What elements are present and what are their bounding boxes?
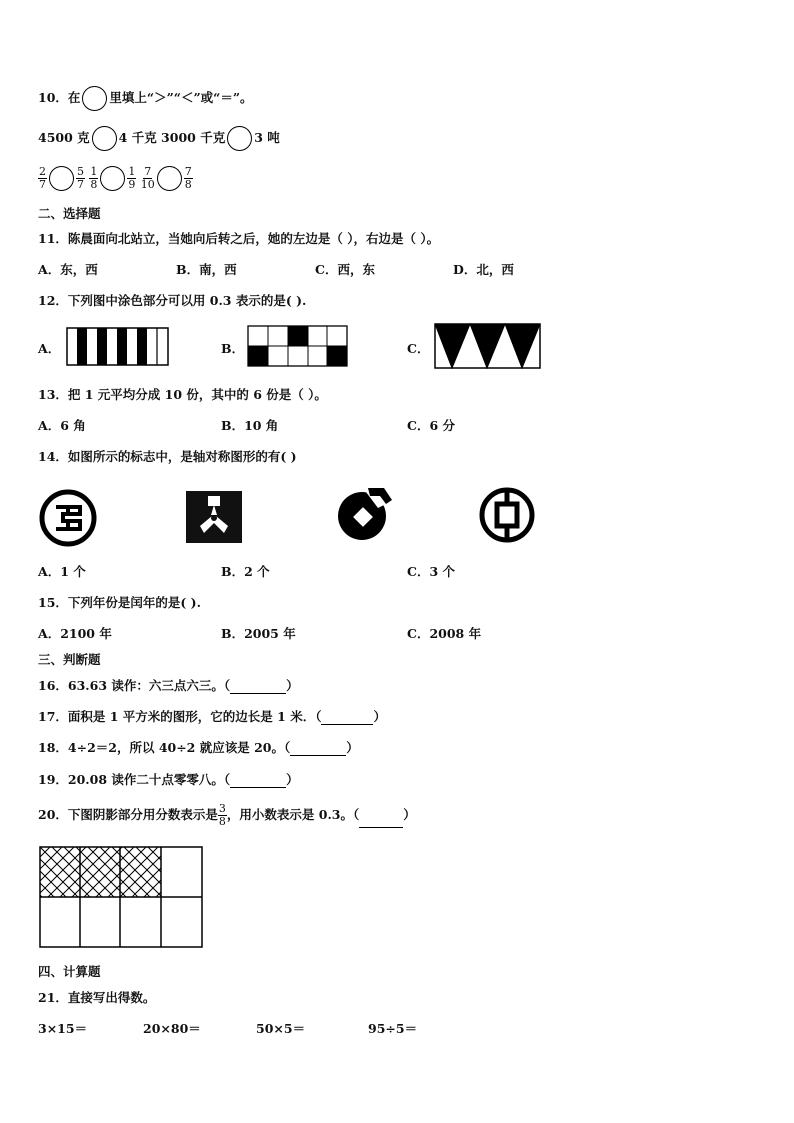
q15-option-a[interactable]: A．2100 年: [38, 626, 112, 641]
q13-option-b[interactable]: B．10 角: [221, 418, 279, 433]
q12-figure-b: [247, 325, 349, 367]
bank-logo-2-icon: [186, 491, 242, 543]
q14-option-b[interactable]: B．2 个: [221, 564, 270, 579]
q15-option-b[interactable]: B．2005 年: [221, 626, 296, 641]
q15-option-c[interactable]: C．2008 年: [407, 626, 482, 641]
compare-circle-1[interactable]: [92, 126, 117, 151]
fraction: $\frac{1}{8}$: [90, 165, 98, 191]
q17: 17．面积是 1 平方米的图形，它的边长是 1 米．（ ）: [38, 709, 386, 724]
q13-stem: 13．把 1 元平均分成 10 份，其中的 6 份是（ ）。: [38, 387, 327, 402]
q20: 20．下图阴影部分用分数表示是 $\frac{3}{8}$ ，用小数表示是 0.3。（ ）: [38, 802, 416, 828]
q13-option-c[interactable]: C．6 分: [407, 418, 455, 433]
q12-figure-c: [434, 322, 542, 370]
answer-blank[interactable]: [290, 740, 346, 756]
q12-option-c-label[interactable]: C．: [407, 341, 430, 356]
q13-option-a[interactable]: A．6 角: [38, 418, 86, 433]
answer-blank[interactable]: [230, 678, 286, 694]
section-heading-choice: 二、选择题: [38, 206, 101, 221]
q10-stem: 10．在 里填上“＞”“＜”或“＝”。: [38, 86, 253, 111]
calc-item-4[interactable]: 95÷5＝: [368, 1021, 418, 1036]
q18: 18．4÷2＝2，所以 40÷2 就应该是 20。（ ）: [38, 740, 359, 755]
q12-stem: 12．下列图中涂色部分可以用 0.3 表示的是( ).: [38, 293, 307, 308]
q12-figure-a: [66, 327, 170, 367]
fraction: $\frac{5}{7}$: [77, 165, 84, 191]
q10-row2: [38, 166, 193, 191]
section-heading-judge: 三、判断题: [38, 652, 101, 667]
compare-circle-5[interactable]: [157, 166, 182, 191]
q11-option-c[interactable]: C．西，东: [315, 262, 375, 277]
answer-blank[interactable]: [321, 709, 373, 725]
q11-option-d[interactable]: D．北，西: [453, 262, 514, 277]
answer-blank[interactable]: [230, 772, 286, 788]
q14-option-a[interactable]: A．1 个: [38, 564, 86, 579]
q10-row1: 4500 克 4 千克 3000 千克 3 吨: [38, 126, 280, 151]
answer-blank[interactable]: [359, 812, 403, 828]
bank-logo-3-icon: [336, 486, 392, 542]
q14-option-c[interactable]: C．3 个: [407, 564, 455, 579]
fraction: $\frac{7}{8}$: [184, 165, 192, 191]
q12-option-b-label[interactable]: B．: [221, 341, 245, 356]
q11-option-a[interactable]: A．东，西: [38, 262, 98, 277]
calc-item-2[interactable]: 20×80＝: [143, 1021, 201, 1036]
compare-circle-4[interactable]: [100, 166, 125, 191]
fraction: $\frac{2}{7}$: [39, 165, 46, 191]
bank-logo-4-icon: [478, 486, 536, 544]
calc-item-1[interactable]: 3×15＝: [38, 1021, 88, 1036]
q11-option-b[interactable]: B．南，西: [176, 262, 237, 277]
fraction: $\frac{1}{9}$: [128, 165, 136, 191]
q19: 19．20.08 读作二十点零零八。（ ）: [38, 772, 299, 787]
section-heading-calc: 四、计算题: [38, 964, 101, 979]
fraction: $\frac{3}{8}$: [218, 802, 226, 828]
q20-grid-figure: [39, 846, 205, 950]
calc-item-3[interactable]: 50×5＝: [256, 1021, 306, 1036]
compare-circle-2[interactable]: [227, 126, 252, 151]
fraction: $\frac{7}{10}$: [140, 165, 155, 191]
q14-stem: 14．如图所示的标志中，是轴对称图形的有( ): [38, 449, 297, 464]
compare-circle[interactable]: [82, 86, 107, 111]
q21-stem: 21．直接写出得数。: [38, 990, 156, 1005]
q12-option-a-label[interactable]: A．: [38, 341, 61, 356]
q11-stem: 11．陈晨面向北站立，当她向后转之后，她的左边是（ ），右边是（ ）。: [38, 231, 440, 246]
q16: 16．63.63 读作：六三点六三。（ ）: [38, 678, 299, 693]
bank-logo-1-icon: [38, 488, 98, 548]
q15-stem: 15．下列年份是闰年的是( ).: [38, 595, 201, 610]
compare-circle-3[interactable]: [49, 166, 74, 191]
